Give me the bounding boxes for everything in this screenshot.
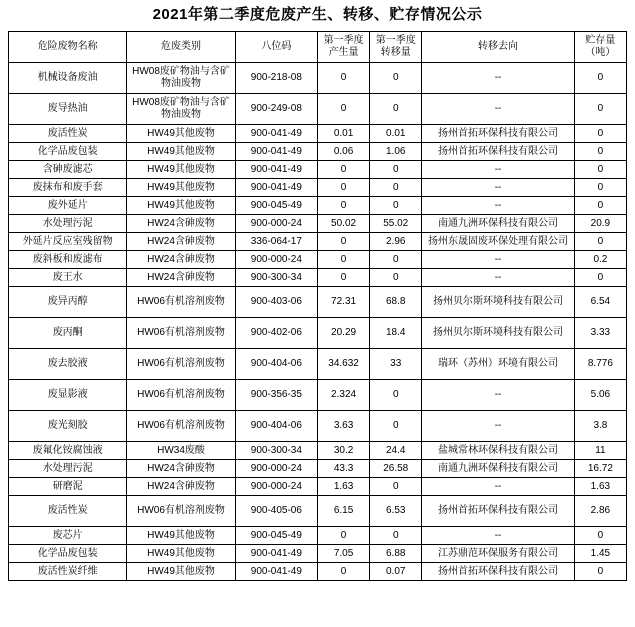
cell-transferred-amount: 0: [370, 411, 422, 442]
cell-stored-amount: 0: [574, 161, 626, 179]
cell-waste-category: HW49其他废物: [127, 143, 235, 161]
cell-waste-category: HW49其他废物: [127, 563, 235, 581]
cell-transferred-amount: 0: [370, 478, 422, 496]
cell-generated-amount: 0: [317, 269, 369, 287]
cell-transferred-amount: 0: [370, 63, 422, 94]
cell-waste-category: HW06有机溶剂废物: [127, 318, 235, 349]
cell-waste-category: HW24含砷废物: [127, 269, 235, 287]
table-row: [9, 251, 627, 269]
page-title: 2021年第二季度危废产生、转移、贮存情况公示: [152, 6, 483, 23]
cell-generated-amount: 34.632: [317, 349, 369, 380]
cell-waste-category: HW49其他废物: [127, 197, 235, 215]
cell-waste-name: 外延片反应室残留物: [9, 233, 127, 251]
cell-waste-name: 废斜板和废滤布: [9, 251, 127, 269]
cell-eight-digit-code: 900-405-06: [235, 496, 317, 527]
cell-transferred-amount: 0: [370, 269, 422, 287]
cell-generated-amount: 20.29: [317, 318, 369, 349]
cell-transfer-destination: --: [422, 251, 574, 269]
cell-stored-amount: 5.06: [574, 380, 626, 411]
cell-waste-name: 废活性炭: [9, 125, 127, 143]
cell-transferred-amount: 68.8: [370, 287, 422, 318]
cell-waste-category: HW24含砷废物: [127, 251, 235, 269]
cell-waste-category: HW24含砷废物: [127, 478, 235, 496]
cell-waste-category: HW06有机溶剂废物: [127, 287, 235, 318]
cell-waste-category: HW24含砷废物: [127, 233, 235, 251]
cell-transferred-amount: 1.06: [370, 143, 422, 161]
cell-stored-amount: 0: [574, 527, 626, 545]
table-row: [9, 411, 627, 442]
cell-stored-amount: 1.63: [574, 478, 626, 496]
cell-waste-category: HW06有机溶剂废物: [127, 411, 235, 442]
cell-transferred-amount: 0: [370, 527, 422, 545]
table-body: [9, 63, 627, 581]
cell-transfer-destination: 扬州首拓环保科技有限公司: [422, 143, 574, 161]
cell-stored-amount: 2.86: [574, 496, 626, 527]
table-row: [9, 496, 627, 527]
cell-generated-amount: 0.06: [317, 143, 369, 161]
table-row: [9, 143, 627, 161]
cell-stored-amount: 0: [574, 269, 626, 287]
cell-stored-amount: 20.9: [574, 215, 626, 233]
cell-transfer-destination: 瑞环（苏州）环境有限公司: [422, 349, 574, 380]
cell-generated-amount: 7.05: [317, 545, 369, 563]
cell-waste-name: 机械设备废油: [9, 63, 127, 94]
cell-transferred-amount: 0: [370, 251, 422, 269]
table-row: [9, 380, 627, 411]
table-row: [9, 545, 627, 563]
cell-generated-amount: 0: [317, 161, 369, 179]
cell-generated-amount: 3.63: [317, 411, 369, 442]
table-row: [9, 197, 627, 215]
cell-stored-amount: 0: [574, 94, 626, 125]
transferred-header-line2: 转移量: [380, 47, 411, 58]
cell-transferred-amount: 33: [370, 349, 422, 380]
cell-stored-amount: 6.54: [574, 287, 626, 318]
cell-waste-category: HW49其他废物: [127, 161, 235, 179]
cell-transferred-amount: 0: [370, 197, 422, 215]
cell-eight-digit-code: 900-404-06: [235, 411, 317, 442]
cell-waste-category: HW06有机溶剂废物: [127, 496, 235, 527]
cell-stored-amount: 0: [574, 63, 626, 94]
cell-waste-name: 废异丙醇: [9, 287, 127, 318]
cell-eight-digit-code: 336-064-17: [235, 233, 317, 251]
cell-stored-amount: 0: [574, 233, 626, 251]
cell-transfer-destination: 扬州东晟固废环保处理有限公司: [422, 233, 574, 251]
cell-waste-name: 研磨泥: [9, 478, 127, 496]
cell-waste-name: 废抹布和废手套: [9, 179, 127, 197]
cell-eight-digit-code: 900-041-49: [235, 545, 317, 563]
cell-eight-digit-code: 900-045-49: [235, 197, 317, 215]
cell-eight-digit-code: 900-356-35: [235, 380, 317, 411]
table-row: [9, 63, 627, 94]
table-row: [9, 527, 627, 545]
cell-transferred-amount: 0: [370, 380, 422, 411]
cell-waste-category: HW08废矿物油与含矿物油废物: [127, 94, 235, 125]
cell-eight-digit-code: 900-300-34: [235, 442, 317, 460]
cell-waste-name: 废氟化铵腐蚀液: [9, 442, 127, 460]
cell-waste-name: 化学品废包装: [9, 143, 127, 161]
table-header: [9, 32, 627, 63]
cell-stored-amount: 8.776: [574, 349, 626, 380]
cell-transfer-destination: 江苏鼎范环保服务有限公司: [422, 545, 574, 563]
column-header-generated-amount: [317, 32, 369, 63]
transferred-header-line1: 第一季度: [375, 35, 416, 46]
cell-transfer-destination: 南通九洲环保科技有限公司: [422, 460, 574, 478]
cell-eight-digit-code: 900-404-06: [235, 349, 317, 380]
cell-transferred-amount: 55.02: [370, 215, 422, 233]
cell-stored-amount: 0: [574, 197, 626, 215]
cell-generated-amount: 0: [317, 179, 369, 197]
cell-generated-amount: 0: [317, 94, 369, 125]
cell-waste-name: 废导热油: [9, 94, 127, 125]
cell-transferred-amount: 0: [370, 94, 422, 125]
cell-waste-name: 废活性炭纤维: [9, 563, 127, 581]
cell-stored-amount: 3.8: [574, 411, 626, 442]
cell-eight-digit-code: 900-249-08: [235, 94, 317, 125]
cell-eight-digit-code: 900-041-49: [235, 143, 317, 161]
cell-waste-name: 含砷废滤芯: [9, 161, 127, 179]
cell-waste-category: HW49其他废物: [127, 545, 235, 563]
cell-transfer-destination: --: [422, 411, 574, 442]
cell-generated-amount: 0: [317, 63, 369, 94]
cell-eight-digit-code: 900-402-06: [235, 318, 317, 349]
cell-stored-amount: 0: [574, 125, 626, 143]
cell-stored-amount: 0: [574, 179, 626, 197]
cell-eight-digit-code: 900-000-24: [235, 251, 317, 269]
cell-generated-amount: 2.324: [317, 380, 369, 411]
cell-stored-amount: 1.45: [574, 545, 626, 563]
generated-header-line1: 第一季度: [323, 35, 364, 46]
cell-eight-digit-code: 900-000-24: [235, 478, 317, 496]
cell-stored-amount: 0.2: [574, 251, 626, 269]
cell-transfer-destination: --: [422, 63, 574, 94]
cell-transfer-destination: --: [422, 161, 574, 179]
cell-waste-category: HW06有机溶剂废物: [127, 380, 235, 411]
cell-transfer-destination: --: [422, 380, 574, 411]
cell-transfer-destination: 盐城常林环保科技有限公司: [422, 442, 574, 460]
cell-generated-amount: 0: [317, 251, 369, 269]
cell-generated-amount: 0: [317, 527, 369, 545]
cell-waste-category: HW06有机溶剂废物: [127, 349, 235, 380]
cell-transfer-destination: 扬州贝尔斯环境科技有限公司: [422, 318, 574, 349]
column-header-transfer-destination: 转移去向: [422, 32, 574, 63]
cell-eight-digit-code: 900-041-49: [235, 125, 317, 143]
column-header-stored-amount: [574, 32, 626, 63]
cell-eight-digit-code: 900-041-49: [235, 563, 317, 581]
table-row: [9, 460, 627, 478]
cell-transfer-destination: --: [422, 478, 574, 496]
table-row: [9, 349, 627, 380]
cell-transferred-amount: 6.88: [370, 545, 422, 563]
cell-waste-name: 水处理污泥: [9, 460, 127, 478]
cell-generated-amount: 6.15: [317, 496, 369, 527]
cell-generated-amount: 43.3: [317, 460, 369, 478]
cell-waste-category: HW24含砷废物: [127, 460, 235, 478]
cell-eight-digit-code: 900-000-24: [235, 215, 317, 233]
cell-stored-amount: 11: [574, 442, 626, 460]
cell-eight-digit-code: 900-041-49: [235, 161, 317, 179]
table-row: [9, 161, 627, 179]
cell-waste-name: 废显影液: [9, 380, 127, 411]
column-header-waste-name: 危险废物名称: [9, 32, 127, 63]
cell-transferred-amount: 18.4: [370, 318, 422, 349]
column-header-transferred-amount: [370, 32, 422, 63]
cell-waste-category: HW49其他废物: [127, 527, 235, 545]
cell-transfer-destination: 扬州首拓环保科技有限公司: [422, 496, 574, 527]
cell-waste-name: 废丙酮: [9, 318, 127, 349]
cell-generated-amount: 30.2: [317, 442, 369, 460]
cell-transferred-amount: 26.58: [370, 460, 422, 478]
cell-generated-amount: 0: [317, 563, 369, 581]
cell-waste-name: 废活性炭: [9, 496, 127, 527]
cell-eight-digit-code: 900-041-49: [235, 179, 317, 197]
cell-transfer-destination: --: [422, 179, 574, 197]
table-row: [9, 442, 627, 460]
table-row: [9, 179, 627, 197]
cell-transferred-amount: 24.4: [370, 442, 422, 460]
cell-eight-digit-code: 900-045-49: [235, 527, 317, 545]
cell-stored-amount: 0: [574, 143, 626, 161]
cell-waste-name: 水处理污泥: [9, 215, 127, 233]
cell-transferred-amount: 0: [370, 161, 422, 179]
cell-waste-name: 废芯片: [9, 527, 127, 545]
table-row: [9, 478, 627, 496]
table-row: [9, 269, 627, 287]
table-row: [9, 94, 627, 125]
cell-stored-amount: 3.33: [574, 318, 626, 349]
cell-stored-amount: 16.72: [574, 460, 626, 478]
stored-header-line1: 贮存量: [585, 35, 616, 46]
cell-generated-amount: 0: [317, 197, 369, 215]
table-row: [9, 318, 627, 349]
cell-generated-amount: 50.02: [317, 215, 369, 233]
cell-waste-category: HW08废矿物油与含矿物油废物: [127, 63, 235, 94]
cell-transferred-amount: 0.07: [370, 563, 422, 581]
cell-transfer-destination: --: [422, 94, 574, 125]
cell-transferred-amount: 0.01: [370, 125, 422, 143]
hazardous-waste-table: [8, 31, 627, 581]
cell-transfer-destination: 扬州首拓环保科技有限公司: [422, 563, 574, 581]
table-header-row: [9, 32, 627, 63]
column-header-eight-digit-code: 八位码: [235, 32, 317, 63]
cell-transfer-destination: --: [422, 197, 574, 215]
cell-waste-category: HW34废酸: [127, 442, 235, 460]
table-row: [9, 125, 627, 143]
cell-transferred-amount: 0: [370, 179, 422, 197]
cell-eight-digit-code: 900-300-34: [235, 269, 317, 287]
table-row: [9, 233, 627, 251]
cell-waste-name: 废外延片: [9, 197, 127, 215]
cell-waste-name: 废王水: [9, 269, 127, 287]
table-row: [9, 563, 627, 581]
cell-waste-category: HW49其他废物: [127, 125, 235, 143]
cell-waste-category: HW24含砷废物: [127, 215, 235, 233]
cell-transfer-destination: --: [422, 269, 574, 287]
stored-header-line2: （吨）: [585, 47, 616, 58]
cell-transfer-destination: 南通九洲环保科技有限公司: [422, 215, 574, 233]
cell-waste-name: 废去胶液: [9, 349, 127, 380]
generated-header-line2: 产生量: [328, 47, 359, 58]
table-row: [9, 215, 627, 233]
cell-stored-amount: 0: [574, 563, 626, 581]
cell-transfer-destination: 扬州首拓环保科技有限公司: [422, 125, 574, 143]
cell-waste-name: 化学品废包装: [9, 545, 127, 563]
cell-transfer-destination: 扬州贝尔斯环境科技有限公司: [422, 287, 574, 318]
cell-generated-amount: 72.31: [317, 287, 369, 318]
cell-generated-amount: 0.01: [317, 125, 369, 143]
cell-eight-digit-code: 900-218-08: [235, 63, 317, 94]
cell-waste-name: 废光刻胶: [9, 411, 127, 442]
cell-eight-digit-code: 900-000-24: [235, 460, 317, 478]
column-header-waste-category: 危废类别: [127, 32, 235, 63]
cell-eight-digit-code: 900-403-06: [235, 287, 317, 318]
cell-generated-amount: 0: [317, 233, 369, 251]
table-row: [9, 287, 627, 318]
cell-transferred-amount: 2.96: [370, 233, 422, 251]
cell-transfer-destination: --: [422, 527, 574, 545]
cell-transferred-amount: 6.53: [370, 496, 422, 527]
cell-generated-amount: 1.63: [317, 478, 369, 496]
cell-waste-category: HW49其他废物: [127, 179, 235, 197]
